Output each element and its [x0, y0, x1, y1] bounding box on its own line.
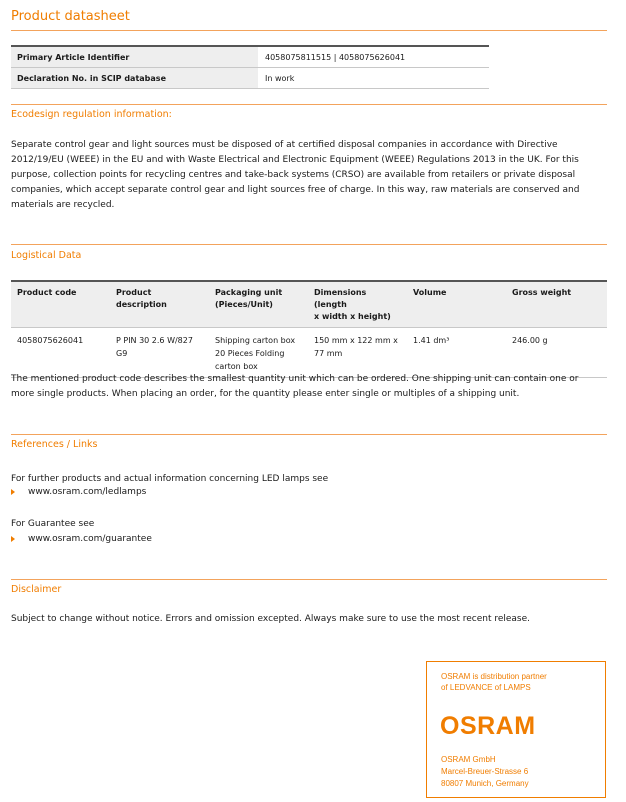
triangle-right-icon	[11, 489, 15, 495]
cell-dimensions: 150 mm x 122 mm x 77 mm	[308, 328, 407, 378]
text-line: companies, which accept separate control gear and light sources free of charge. In this way, raw materials are conserved and	[11, 185, 580, 195]
section-divider	[11, 244, 607, 245]
table-row	[11, 46, 489, 68]
section-divider	[11, 434, 607, 435]
column-header-volume: Volume	[407, 281, 506, 328]
section-divider	[11, 579, 607, 580]
cell-product-code: 4058075626041	[11, 328, 110, 378]
identifier-label: Primary Article Identifier	[11, 46, 258, 68]
title-divider	[11, 30, 607, 31]
ecodesign-heading: Ecodesign regulation information:	[11, 109, 172, 120]
text-line: more single products. When placing an order, for the quantity please enter single or multiples of a shipping unit.	[11, 389, 520, 399]
table-header-row	[11, 281, 607, 328]
references-intro-guarantee: For Guarantee see	[11, 519, 95, 529]
guarantee-link[interactable]: www.osram.com/guarantee	[28, 534, 152, 544]
column-header-description: Product description	[110, 281, 209, 328]
link-row-ledlamps[interactable]	[11, 487, 146, 497]
triangle-right-icon	[11, 536, 15, 542]
scip-value: In work	[258, 68, 489, 89]
page-title: Product datasheet	[11, 9, 130, 24]
disclaimer-heading: Disclaimer	[11, 584, 62, 595]
column-header-packaging: Packaging unit (Pieces/Unit)	[209, 281, 308, 328]
partner-note: OSRAM is distribution partner of LEDVANCE of LAMPS	[441, 672, 547, 692]
company-address: OSRAM GmbH Marcel-Breuer-Strasse 6 80807 Munich, Germany	[441, 755, 529, 788]
column-header-dimensions: Dimensions (length x width x height)	[308, 281, 407, 328]
ecodesign-paragraph	[11, 138, 603, 213]
table-row	[11, 328, 607, 378]
logistical-table	[11, 280, 607, 378]
cell-gross-weight: 246.00 g	[506, 328, 607, 378]
section-divider	[11, 104, 607, 105]
ledlamps-link[interactable]: www.osram.com/ledlamps	[28, 487, 147, 497]
references-heading: References / Links	[11, 439, 98, 450]
distribution-partner-box	[426, 661, 606, 798]
link-row-guarantee[interactable]	[11, 534, 152, 544]
text-line: The mentioned product code describes the smallest quantity unit which can be ordered. One shipping unit can contain one or	[11, 374, 579, 384]
text-line: materials are recycled.	[11, 200, 115, 210]
cell-volume: 1.41 dm³	[407, 328, 506, 378]
cell-description: P PIN 30 2.6 W/827 G9	[110, 328, 209, 378]
identification-table	[11, 45, 489, 89]
disclaimer-text: Subject to change without notice. Errors and omission excepted. Always make sure to use the most recent release.	[11, 614, 531, 624]
scip-label: Declaration No. in SCIP database	[11, 68, 258, 89]
cell-packaging: Shipping carton box 20 Pieces Folding carton box	[209, 328, 308, 378]
column-header-product-code: Product code	[11, 281, 110, 328]
logistical-heading: Logistical Data	[11, 250, 82, 261]
references-intro-leds: For further products and actual information concerning LED lamps see	[11, 474, 329, 484]
logistical-note	[11, 372, 603, 402]
table-row	[11, 68, 489, 89]
text-line: purpose, collection points for recycling centres and take-back systems (CRSO) are available from retailers or private disposal	[11, 170, 576, 180]
identifier-value: 4058075811515 | 4058075626041	[258, 46, 489, 68]
text-line: Separate control gear and light sources must be disposed of at certified disposal companies in accordance with Directive	[11, 140, 558, 150]
column-header-gross-weight: Gross weight	[506, 281, 607, 328]
text-line: 2012/19/EU (WEEE) in the EU and with Waste Electrical and Electronic Equipment (WEEE) Regulations 2013 in the UK. For this	[11, 155, 579, 165]
osram-logo: OSRAM	[440, 712, 536, 740]
